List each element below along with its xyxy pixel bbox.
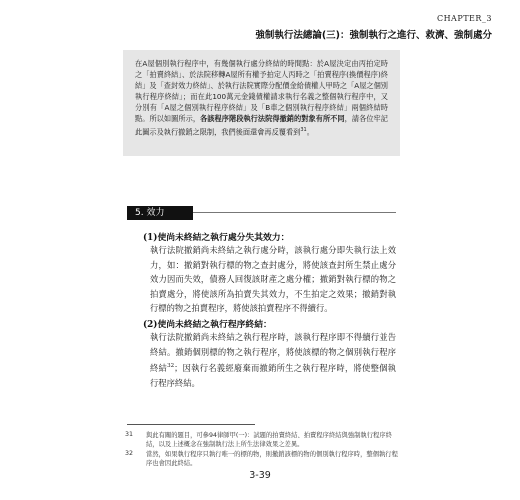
subsection-body-2-text-after: ；因執行名義經廢棄而撤銷所生之執行程序時，將使整個執行程序終結。 <box>150 362 396 388</box>
subsection-body-2 <box>150 330 396 388</box>
quote-text: 在A屋個別執行程序中，有幾個執行處分終結的時間點：於A屋決定由丙拍定時之「拍賣終結」、於法院移轉A屋所有權予拍定人丙時之「拍賣程序(換價程序)終結」及「查封效力終結」、於執行法院實際分配價金給債權人甲時之「A屋之個別執行程序終結」；而在此100萬元金錢債權請求執行名義之整個執行程序中，又分別有「A屋之個別執行程序終結」及「B車之個別執行程序終結」兩個終結時點。所以如圖所示， <box>135 59 388 124</box>
section-badge: 5. 效力 <box>127 206 193 220</box>
footnote-divider <box>127 424 255 425</box>
footnote-ref-32[interactable]: 32 <box>167 363 175 370</box>
running-header-title: 強制執行法總論(三)：強制執行之進行、救濟、強制處分 <box>255 30 492 41</box>
chapter-label: CHAPTER_3 <box>436 14 492 23</box>
footnote-text-31: 與此有關的題目，可參94律師甲(一)：試題的拍賣終結、拍賣程序終結與強制執行程序終結，以及上述概念在強制執行法上所生法律效果之差異。 <box>146 432 392 449</box>
subsection-body-2-text: 執行法院撤銷尚未終結之執行程序時，該執行程序即不得續行並告終結。撤銷個別標的物之執行程序，將使該標的物之個別執行程序終結 <box>150 332 396 373</box>
quote-text-after: ，請各位牢記此圖示及執行撤銷之限制，我們後面還會再反覆看到 <box>135 114 388 136</box>
quote-bold-text: 各該程序階段執行法院得撤銷的對象有所不同 <box>200 114 345 124</box>
subsection-heading-2: (2)使尚未終結之執行程序終結： <box>143 320 272 330</box>
footnote-text-32: 當然，如果執行程序只執行唯一的標的物，則撤銷該標的物的個別執行程序時，整個執行程序也會因此終結。 <box>146 451 398 468</box>
subsection-heading-1: (1)使尚未終結之執行處分失其效力： <box>143 233 290 243</box>
page-number: 3-39 <box>249 470 271 481</box>
footnote-number-31: 31 <box>125 431 134 438</box>
quote-text-end: 。 <box>306 126 314 136</box>
quoted-example-box <box>123 50 400 156</box>
footnote-ref-31[interactable]: 31 <box>300 126 307 133</box>
section-divider <box>193 212 396 213</box>
footnote-number-32: 32 <box>125 450 134 457</box>
subsection-body-1: 執行法院撤銷尚未終結之執行處分時，該執行處分即失執行法上效力，如：撤銷對執行標的物之查封處分，將使該查封所生禁止處分效力因而失效，債務人回復該財產之處分權；撤銷對執行標的物之拍賣處分，將使該所為拍賣失其效力，不生拍定之效果；撤銷對執行標的物之拍賣程序，將使該拍賣程序不得續行。 <box>150 245 396 314</box>
